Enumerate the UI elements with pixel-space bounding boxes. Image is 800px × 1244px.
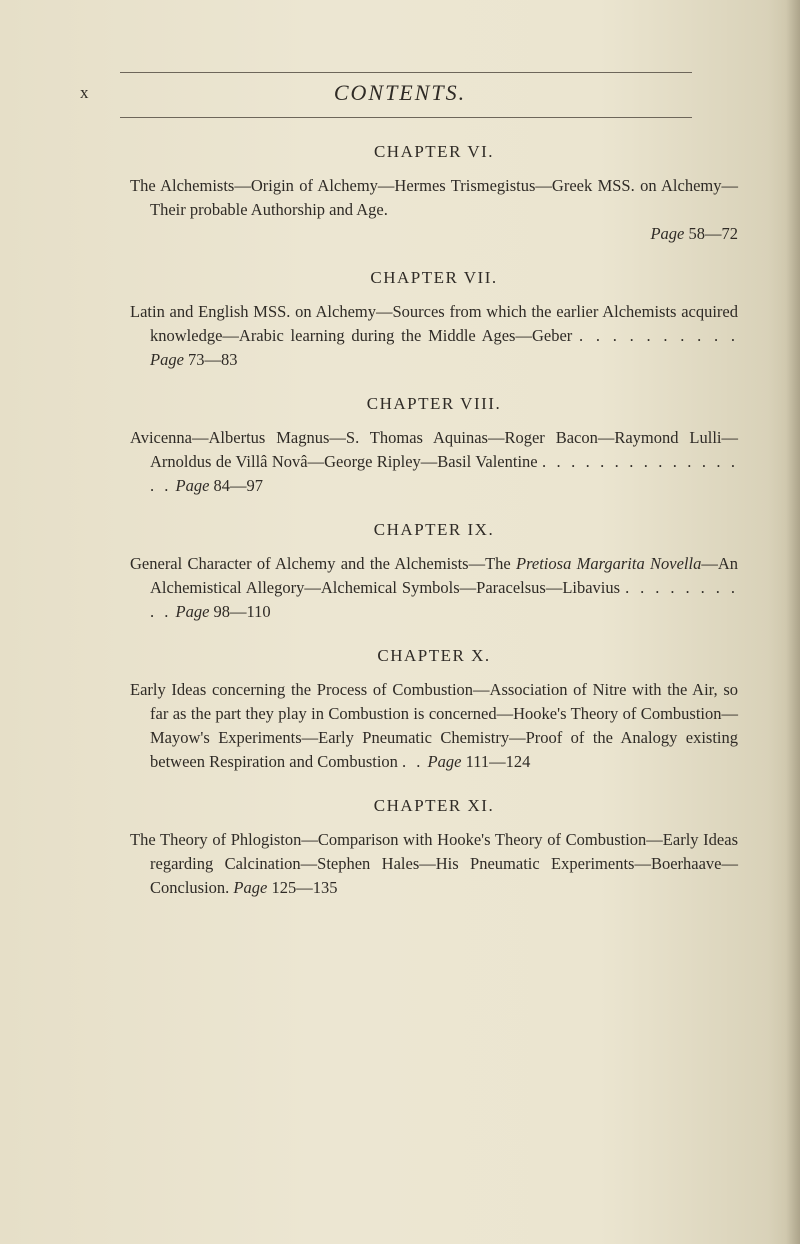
summary-text: Latin and English MSS. on Alchemy—Sources from which the earlier Alchemists acquired knowledge—Arabic learning during the Middle Ages—Geber xyxy=(130,302,738,345)
chapter-entry xyxy=(130,796,738,900)
header-rule-bottom xyxy=(120,117,692,118)
chapter-summary xyxy=(130,552,738,624)
page-range: 73—83 xyxy=(188,350,238,369)
dot-leader: . . . . . . . . . . xyxy=(579,326,739,345)
page-reference xyxy=(150,350,238,369)
chapter-entry xyxy=(130,520,738,624)
chapter-entry xyxy=(130,394,738,498)
chapter-heading: CHAPTER VIII. xyxy=(366,394,502,413)
page-range: 58—72 xyxy=(688,224,738,243)
summary-text: Avicenna—Albertus Magnus—S. Thomas Aquinas—Roger Bacon—Raymond Lulli—Arnoldus de Villâ Novâ—George Ripley—Basil Valentine xyxy=(130,428,738,471)
chapter-heading: CHAPTER X. xyxy=(377,646,491,665)
work-title: Pretiosa Margarita Novella xyxy=(516,554,702,573)
summary-text: The Alchemists—Origin of Alchemy—Hermes Trismegistus—Greek MSS. on Alchemy—Their probable Authorship and Age. xyxy=(130,176,738,219)
chapter-heading: CHAPTER VI. xyxy=(373,142,495,161)
page-label: Page xyxy=(427,752,462,771)
dot-leader: . . . . . . . . . . xyxy=(150,578,739,621)
running-header xyxy=(80,80,720,110)
chapter-heading: CHAPTER XI. xyxy=(373,796,495,815)
chapter-summary xyxy=(130,828,738,900)
summary-text: General Character of Alchemy and the Alchemists—The xyxy=(130,554,517,573)
running-title: CONTENTS. xyxy=(333,80,467,105)
page-number: x xyxy=(80,83,90,102)
page-label: Page xyxy=(233,878,268,897)
chapter-entry xyxy=(130,646,738,774)
chapter-summary xyxy=(130,678,738,774)
page-label: Page xyxy=(175,602,210,621)
page-reference xyxy=(176,476,264,495)
chapter-summary xyxy=(130,300,738,372)
chapter-entry xyxy=(130,142,738,246)
page-range: 84—97 xyxy=(213,476,264,495)
dot-leader: . . xyxy=(402,752,424,771)
page-reference xyxy=(428,752,531,771)
summary-text: —An Alchemistical Allegory—Alchemical Symbols—Paracelsus—Libavius xyxy=(150,554,738,597)
contents-list xyxy=(130,142,738,922)
chapter-entry xyxy=(130,268,738,372)
summary-text: The Theory of Phlogiston—Comparison with Hooke's Theory of Combustion—Early Ideas regarding Calcination—Stephen Hales—His Pneumatic Experiments—Boerhaave—Conclusion. xyxy=(130,830,738,897)
page-label: Page xyxy=(650,224,685,243)
summary-text: Early Ideas concerning the Process of Combustion—Association of Nitre with the Air, so far as the part they play in Combustion is concerned—Hooke's Theory of Combustion—Mayow's Experiments—Early Pneumatic Chemistry—Proof of the Analogy existing between Respiration and Combustion xyxy=(130,680,738,771)
page-reference xyxy=(130,222,738,246)
chapter-heading: CHAPTER VII. xyxy=(370,268,498,287)
chapter-heading: CHAPTER IX. xyxy=(373,520,495,539)
page-range: 125—135 xyxy=(271,878,338,897)
chapter-summary xyxy=(130,174,738,222)
chapter-summary xyxy=(130,426,738,498)
page-label: Page xyxy=(150,350,184,369)
page-label: Page xyxy=(175,476,210,495)
page-reference xyxy=(176,602,271,621)
header-rule-top xyxy=(120,72,692,73)
page-reference xyxy=(233,878,337,897)
page-range: 111—124 xyxy=(465,752,531,771)
page-range: 98—110 xyxy=(213,602,271,621)
dot-leader: . . . . . . . . . . . . . . . . xyxy=(150,452,738,495)
